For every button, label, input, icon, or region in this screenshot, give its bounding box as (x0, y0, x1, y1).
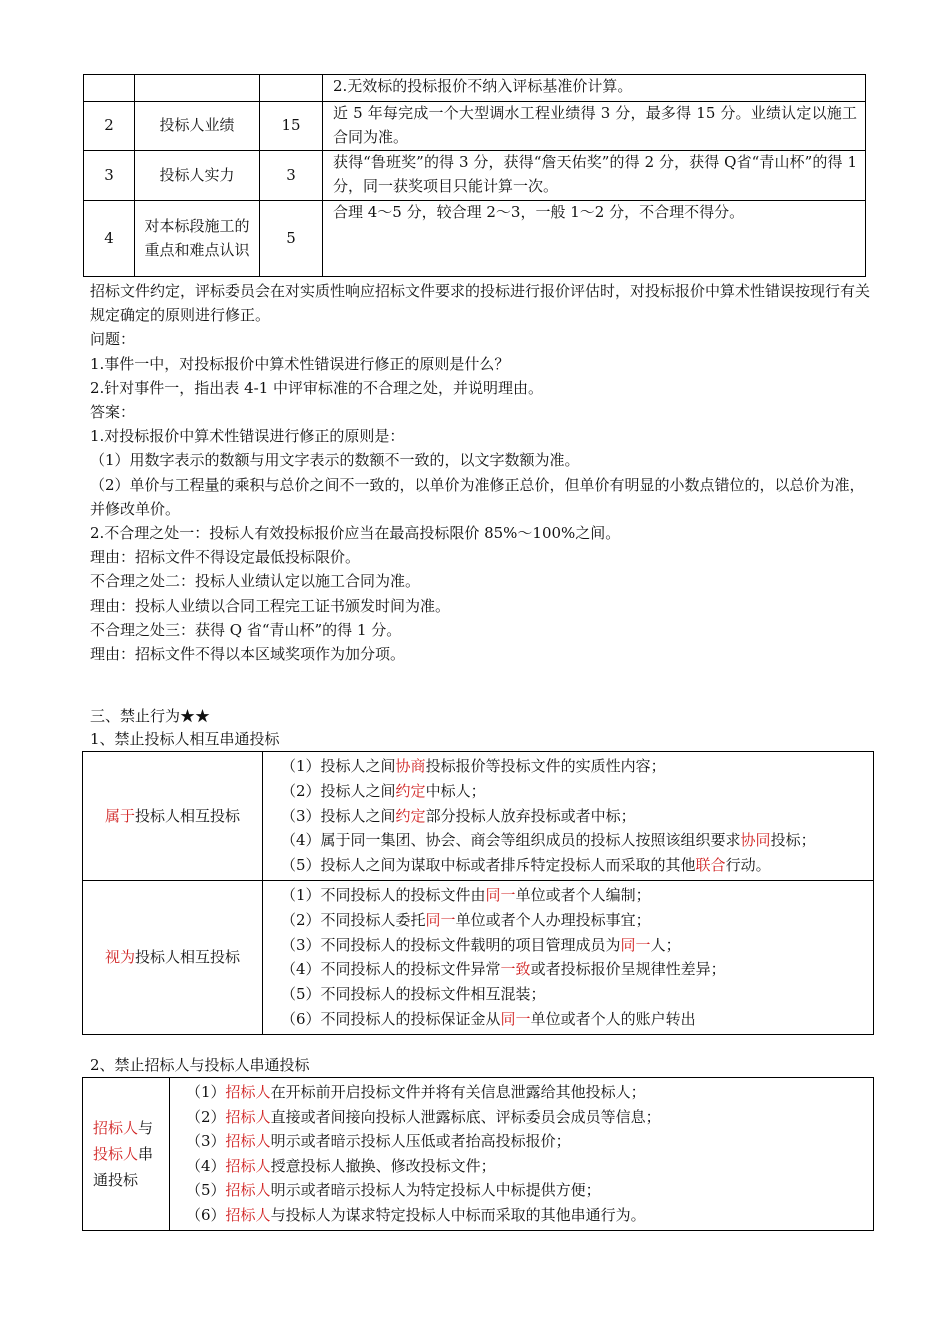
list-item: （5）不同投标人的投标文件相互混装； (281, 985, 546, 1004)
row-item: 对本标段施工的重点和难点认识 (135, 201, 260, 277)
row-score: 15 (260, 102, 323, 151)
list-item: （3）不同投标人的投标文件载明的项目管理成员为同一人； (281, 935, 681, 954)
scoring-criteria-table (83, 74, 866, 277)
row-number: 3 (84, 151, 135, 201)
row-number (84, 75, 135, 102)
row-score: 5 (260, 201, 323, 277)
table-row (84, 102, 866, 151)
list-item: （3）投标人之间约定部分投标人放弃投标或者中标； (281, 806, 636, 825)
category-label: 招标人与投标人串通投标 (83, 1078, 170, 1231)
row-score (260, 75, 323, 102)
paragraph: 不合理之处二：投标人业绩认定以施工合同为准。 (90, 572, 421, 591)
list-item: （4）不同投标人的投标文件异常一致或者投标报价呈规律性差异； (281, 960, 726, 979)
paragraph: 答案： (90, 403, 136, 422)
table-row (84, 75, 866, 102)
paragraph: 问题： (90, 330, 136, 349)
row-item (135, 75, 260, 102)
row-criteria: 2.无效标的投标报价不纳入评标基准价计算。 (323, 75, 866, 102)
table-row (84, 151, 866, 201)
paragraph: 不合理之处三：获得 Q 省“青山杯”的得 1 分。 (90, 620, 402, 639)
list-item: （4）属于同一集团、协会、商会等组织成员的投标人按照该组织要求协同投标； (281, 831, 816, 850)
tenderer-collusion-table (82, 1077, 874, 1231)
subsection-heading: 2、禁止招标人与投标人串通投标 (90, 1056, 310, 1074)
list-item: （2）投标人之间约定中标人； (281, 781, 486, 800)
list-item: （2）招标人直接或者间接向投标人泄露标底、评标委员会成员等信息； (186, 1107, 661, 1126)
list-item: （1）投标人之间协商投标报价等投标文件的实质性内容； (281, 757, 666, 775)
category-label: 属于投标人相互投标 (83, 752, 263, 881)
row-number: 4 (84, 201, 135, 277)
question-answer-text (90, 279, 875, 666)
paragraph: 理由：招标文件不得以本区域奖项作为加分项。 (90, 645, 406, 664)
category-items (263, 880, 874, 1034)
bidder-collusion-table (82, 751, 874, 1035)
list-item: （5）招标人明示或者暗示投标人为特定投标人中标提供方便； (186, 1181, 601, 1200)
subsection-heading: 1、禁止投标人相互串通投标 (90, 730, 280, 748)
row-criteria: 近 5 年每完成一个大型调水工程业绩得 3 分，最多得 15 分。业绩认定以施工合同为准。 (323, 102, 866, 151)
row-number: 2 (84, 102, 135, 151)
paragraph: 2.针对事件一，指出表 4-1 中评审标准的不合理之处，并说明理由。 (90, 378, 544, 397)
list-item: （6）招标人与投标人为谋求特定投标人中标而采取的其他串通行为。 (186, 1205, 646, 1224)
list-item: （3）招标人明示或者暗示投标人压低或者抬高投标报价； (186, 1132, 571, 1151)
list-item: （4）招标人授意投标人撤换、修改投标文件； (186, 1156, 496, 1175)
paragraph: 招标文件约定，评标委员会在对实质性响应招标文件要求的投标进行报价评估时，对投标报价中算术性错误按现行有关规定确定的原则进行修正。 (90, 282, 871, 325)
category-items (263, 752, 874, 881)
row-item: 投标人业绩 (135, 102, 260, 151)
paragraph: 理由：投标人业绩以合同工程完工证书颁发时间为准。 (90, 596, 451, 615)
paragraph: 1.事件一中，对投标报价中算术性错误进行修正的原则是什么？ (90, 354, 510, 373)
row-item: 投标人实力 (135, 151, 260, 201)
list-item: （1）招标人在开标前开启投标文件并将有关信息泄露给其他投标人； (186, 1083, 646, 1101)
row-criteria: 合理 4～5 分，较合理 2～3，一般 1～2 分，不合理不得分。 (323, 201, 866, 277)
list-item: （1）不同投标人的投标文件由同一单位或者个人编制； (281, 885, 651, 904)
row-score: 3 (260, 151, 323, 201)
list-item: （6）不同投标人的投标保证金从同一单位或者个人的账户转出 (281, 1009, 696, 1028)
list-item: （5）投标人之间为谋取中标或者排斥特定投标人而采取的其他联合行动。 (281, 856, 771, 875)
paragraph: （1）用数字表示的数额与用文字表示的数额不一致的，以文字数额为准。 (90, 451, 580, 470)
list-item: （2）不同投标人委托同一单位或者个人办理投标事宜； (281, 910, 651, 929)
paragraph: 2.不合理之处一：投标人有效投标报价应当在最高投标限价 85%～100%之间。 (90, 524, 621, 543)
table-row (83, 1078, 874, 1231)
category-items (170, 1078, 874, 1231)
category-label: 视为投标人相互投标 (83, 880, 263, 1034)
table-row (84, 201, 866, 277)
paragraph: （2）单价与工程量的乘积与总价之间不一致的，以单价为准修正总价，但单价有明显的小数点错位的，以总价为准，并修改单价。 (90, 475, 865, 518)
row-criteria: 获得“鲁班奖”的得 3 分，获得“詹天佑奖”的得 2 分，获得 Q省“青山杯”的得 1 分，同一获奖项目只能计算一次。 (323, 151, 866, 201)
paragraph: 理由：招标文件不得设定最低投标限价。 (90, 548, 361, 567)
table-row (83, 880, 874, 1034)
section-heading: 三、禁止行为★★ (90, 707, 211, 725)
table-row (83, 752, 874, 881)
paragraph: 1.对投标报价中算术性错误进行修正的原则是： (90, 427, 405, 446)
